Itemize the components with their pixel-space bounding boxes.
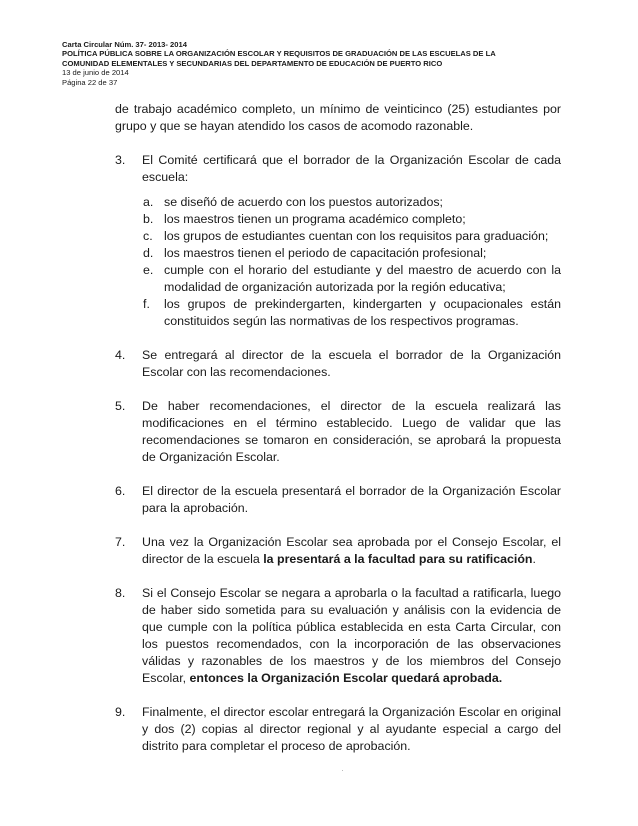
subitem-text: se diseñó de acuerdo con los puestos autorizados; — [164, 195, 443, 209]
scan-speck — [342, 770, 343, 771]
item-text-end: . — [532, 552, 536, 566]
list-item-7 — [115, 534, 561, 568]
item-text — [142, 534, 561, 568]
item-number: 6. — [115, 484, 126, 498]
item-text — [142, 585, 561, 687]
item-text: De haber recomendaciones, el director de la escuela realizará las modificaciones en el término establecido. Luego de validar que las recomendaciones se tomaron en consideración, se aprobará la propuesta de Organización Escolar. — [142, 399, 561, 464]
list-item-8 — [115, 585, 561, 687]
subitem-text: los grupos de estudiantes cuentan con los requisitos para graduación; — [164, 229, 549, 243]
item-number: 4. — [115, 348, 126, 362]
item-text-bold: la presentará a la facultad para su ratificación — [263, 552, 533, 566]
document-header — [62, 40, 582, 87]
header-title-line-2: COMUNIDAD ELEMENTALES Y SECUNDARIAS DEL DEPARTAMENTO DE EDUCACIÓN DE PUERTO RICO — [62, 58, 443, 68]
subitem-text: los maestros tienen un programa académico completo; — [164, 212, 466, 226]
subitem-c — [115, 228, 561, 245]
list-item-9 — [115, 704, 561, 755]
document-body — [115, 101, 561, 755]
item-text-regular: Una vez la Organización Escolar sea aprobada por el Consejo Escolar, el director de la escuela — [142, 535, 561, 566]
item-number: 5. — [115, 399, 126, 413]
list-item-6 — [115, 483, 561, 517]
item-text-bold: entonces la Organización Escolar quedará aprobada. — [189, 671, 503, 685]
continuation-paragraph: de trabajo académico completo, un mínimo de veinticinco (25) estudiantes por grupo y que se hayan atendido los casos de acomodo razonable. — [115, 102, 561, 133]
subitem-letter: c. — [143, 229, 153, 243]
subitem-a — [115, 194, 561, 211]
subitem-text: los grupos de prekindergarten, kindergarten y ocupacionales están constituidos según las normativas de los respectivos programas. — [164, 297, 561, 328]
item-number: 3. — [115, 153, 126, 167]
item-text-regular: Si el Consejo Escolar se negara a aprobarla o la facultad a ratificarla, luego de haber sido sometida para su evaluación y análisis con la evidencia de que cumple con la política pública establecida en esta Carta Circular, con los puestos recomendados, con la incorporación de las observaciones válidas y razonables de los maestros y de los miembros del Consejo Escolar, — [142, 586, 561, 685]
header-date: 13 de junio de 2014 — [62, 68, 129, 78]
subitem-d — [115, 245, 561, 262]
subitem-letter: e. — [143, 263, 154, 277]
item-number: 8. — [115, 586, 126, 600]
item-number: 9. — [115, 705, 126, 719]
subitem-text: los maestros tienen el periodo de capacitación profesional; — [164, 246, 487, 260]
subitem-letter: d. — [143, 246, 154, 260]
item-text: Se entregará al director de la escuela el borrador de la Organización Escolar con las recomendaciones. — [142, 348, 561, 379]
subitem-f — [115, 296, 561, 330]
subitem-letter: f. — [143, 297, 150, 311]
header-title-line-1: POLÍTICA PÚBLICA SOBRE LA ORGANIZACIÓN ESCOLAR Y REQUISITOS DE GRADUACIÓN DE LAS ESCUELAS DE LA — [62, 49, 496, 59]
item-text: Finalmente, el director escolar entregará la Organización Escolar en original y dos (2) copias al director regional y al ayudante especial a cargo del distrito para completar el proceso de aprobación. — [142, 705, 561, 753]
sublist-item-3 — [115, 194, 561, 330]
subitem-letter: b. — [143, 212, 154, 226]
subitem-text: cumple con el horario del estudiante y del maestro de acuerdo con la modalidad de organización autorizada por la región educativa; — [164, 263, 561, 294]
item-text: El director de la escuela presentará el borrador de la Organización Escolar para la aprobación. — [142, 484, 561, 515]
circular-number: Carta Circular Núm. 37- 2013- 2014 — [62, 40, 187, 49]
list-item-5 — [115, 398, 561, 466]
item-number: 7. — [115, 535, 126, 549]
item-text: El Comité certificará que el borrador de la Organización Escolar de cada escuela: — [142, 153, 561, 184]
subitem-letter: a. — [143, 195, 154, 209]
list-item-4 — [115, 347, 561, 381]
list-item-3 — [115, 152, 561, 186]
subitem-b — [115, 211, 561, 228]
subitem-e — [115, 262, 561, 296]
header-page-number: Página 22 de 37 — [62, 77, 118, 87]
